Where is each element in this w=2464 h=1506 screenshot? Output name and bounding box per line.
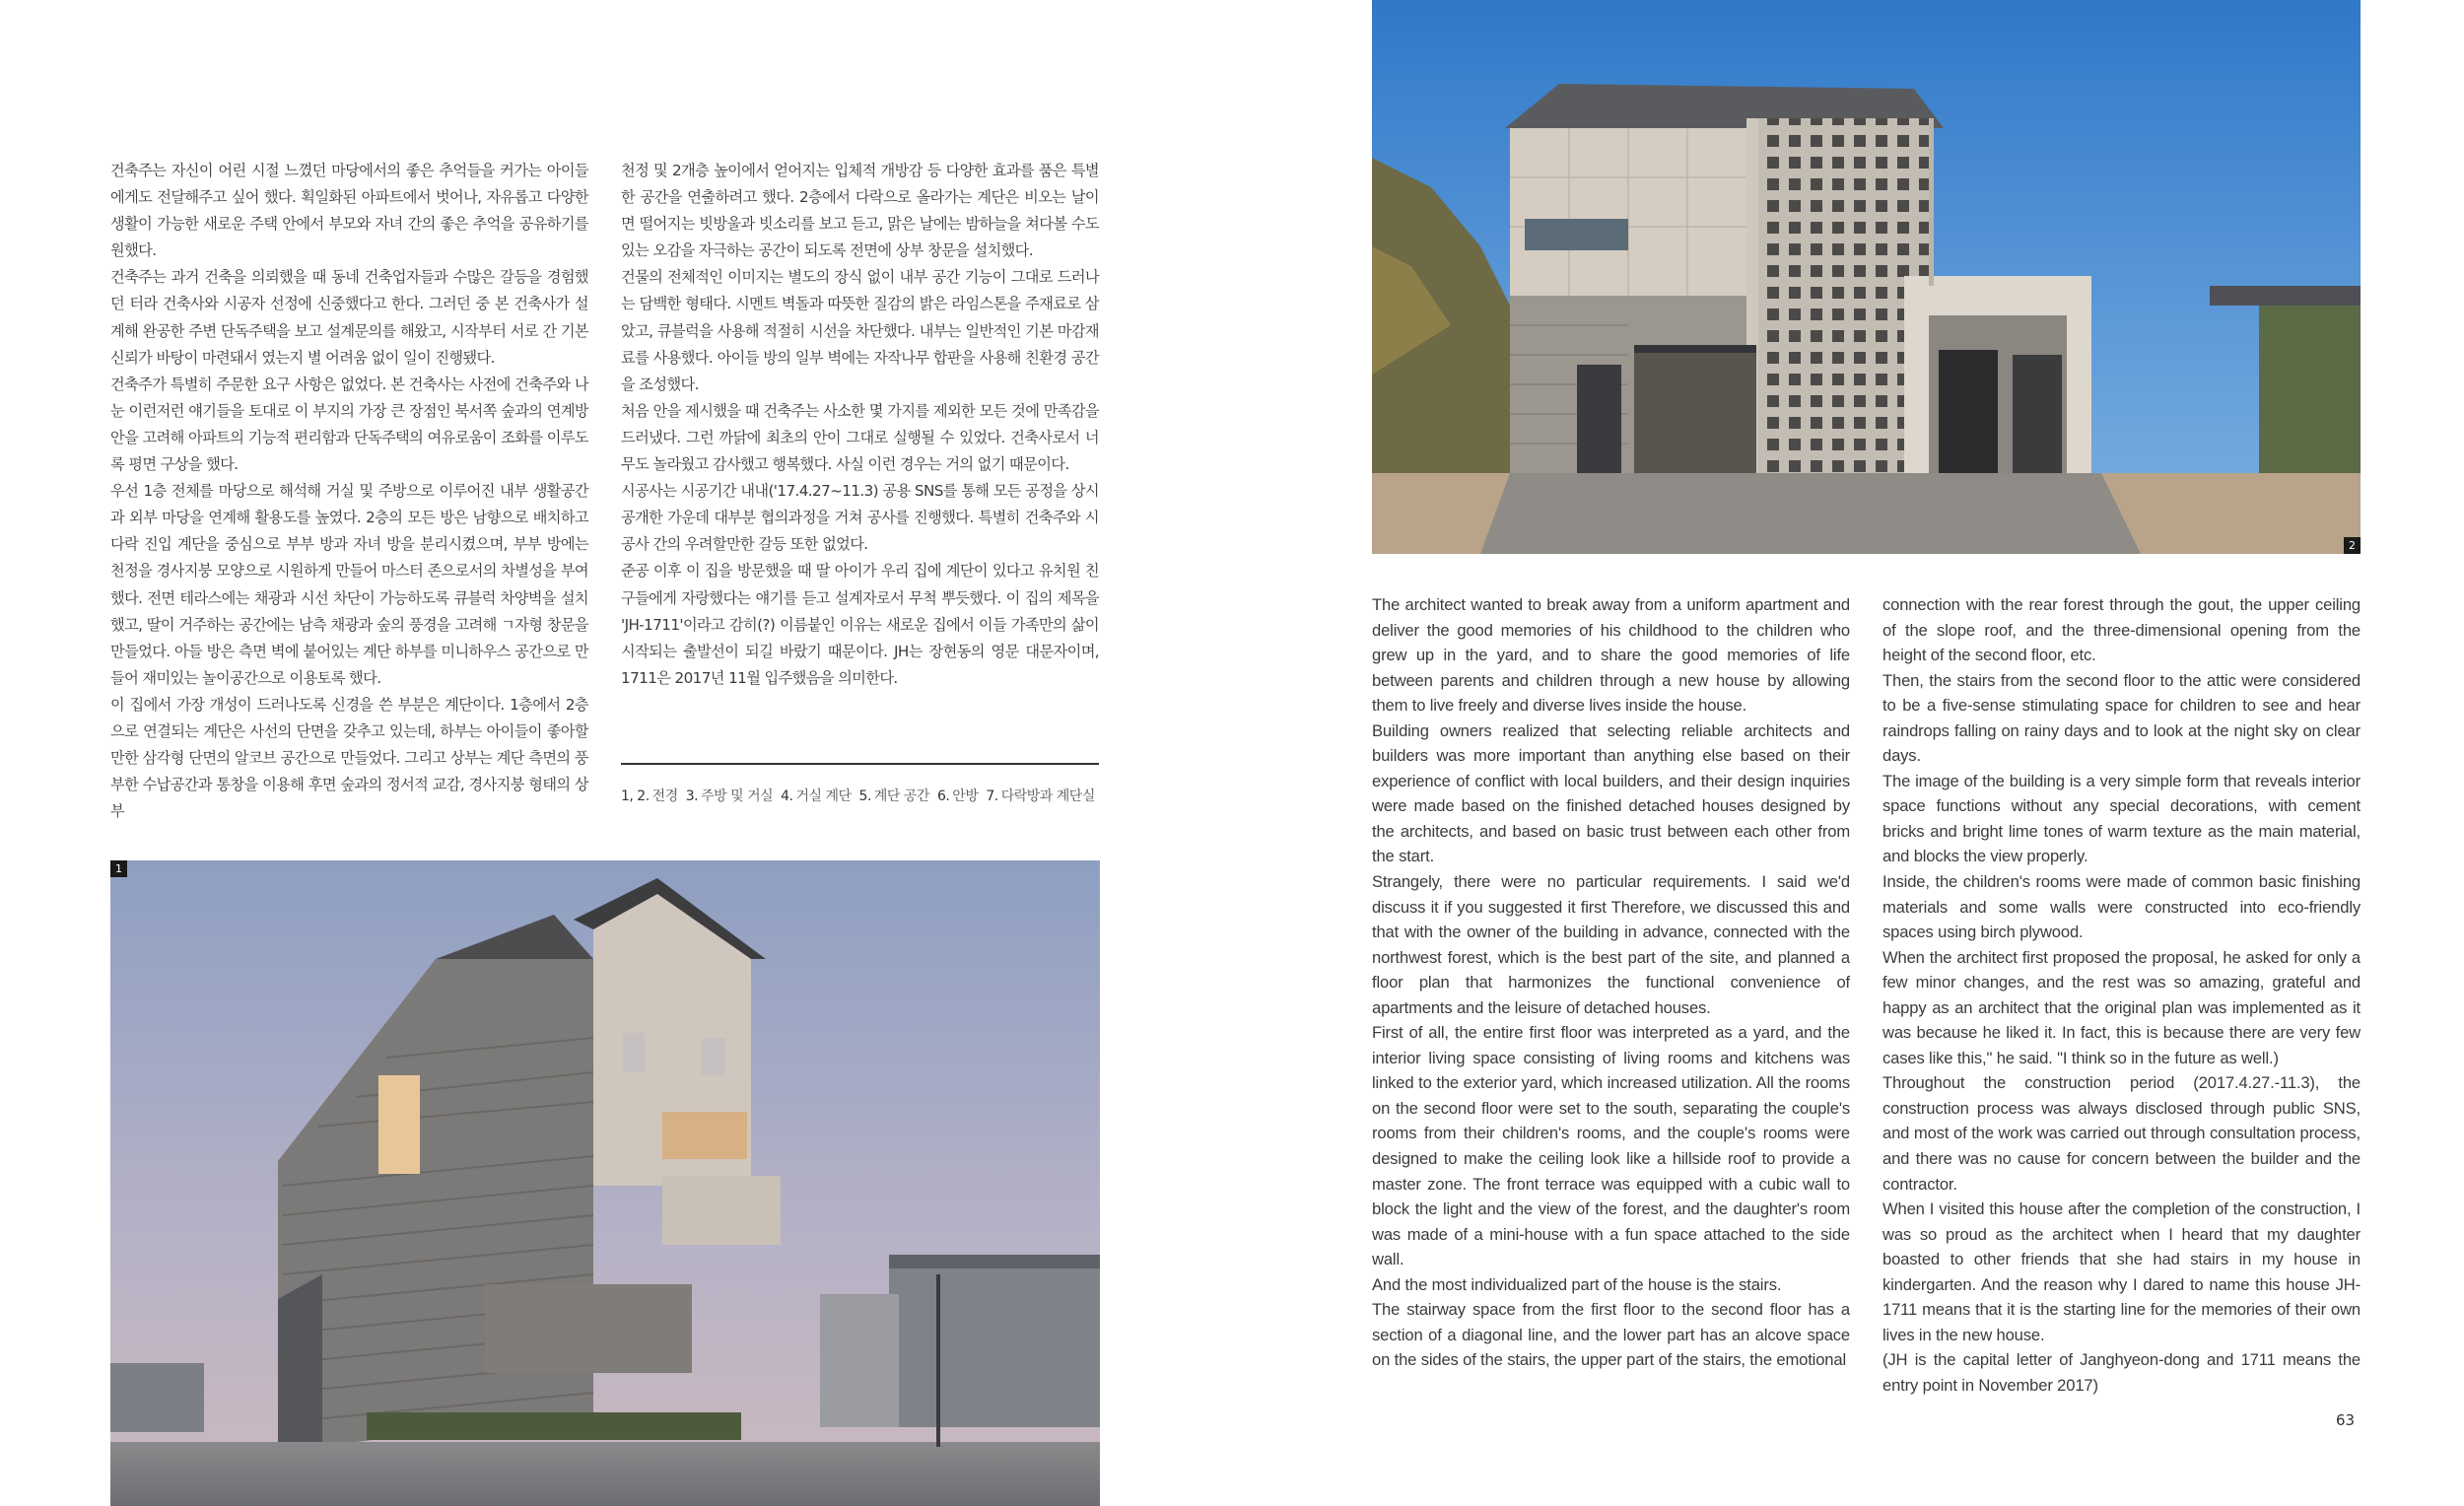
english-text-column-right <box>1882 592 2361 1399</box>
korean-text-column-left <box>110 158 588 825</box>
caption-item-label: 주방 및 거실 <box>701 788 774 804</box>
caption-item-number: 5. <box>858 788 871 804</box>
photo-exterior-dusk <box>110 860 1100 1506</box>
photo-caption-list <box>621 786 1099 805</box>
english-paragraph-right-4: Inside, the children's rooms were made of common basic finishing materials and some walls were constructed into eco-friendly spaces using birch plywood. <box>1882 872 2361 942</box>
english-text-column-left <box>1372 592 1850 1373</box>
korean-paragraph-right-3: 처음 안을 제시했을 때 건축주는 사소한 몇 가지를 제외한 모든 것에 만족감을 드러냈다. 그런 까닭에 최초의 안이 그대로 실행될 수 있었다. 건축사로서 너무도 놀라웠고 감사했고 행복했다. 사실 이런 경우는 거의 없기 때문이다. <box>621 401 1099 474</box>
caption-item <box>937 788 978 804</box>
caption-item-number: 6. <box>936 788 950 804</box>
caption-item-number: 1, 2. <box>621 788 650 804</box>
korean-paragraph-left-5: 이 집에서 가장 개성이 드러나도록 신경을 쓴 부분은 계단이다. 1층에서 2층으로 연결되는 계단은 사선의 단면을 갖추고 있는데, 하부는 아이들이 좋아할 만한 삼각형 단면의 알코브 공간으로 만들었다. 그리고 상부는 계단 측면의 풍부한 수납공간과 통창을 이용해 후면 숲과의 정서적 교감, 경사지붕 형태의 상부 <box>110 695 588 821</box>
caption-item-label: 안방 <box>952 788 979 804</box>
caption-item-label: 계단 공간 <box>873 788 929 804</box>
english-paragraph-left-4: First of all, the entire first floor was interpreted as a yard, and the interior living space consisting of living rooms and kitchens was linked to the exterior yard, which increased utilization. All the rooms on the second floor were set to the south, separating the couple's rooms from their children's rooms, and the couple's rooms were designed to make the ceiling look like a hillside roof to provide a master zone. The front terrace was equipped with a cubic wall to block the light and the view of the forest, and the daughter's room was made of a mini-house with a fun space attached to the side wall. <box>1372 1023 1850 1269</box>
caption-item-number: 3. <box>685 788 699 804</box>
korean-paragraph-right-2: 건물의 전체적인 이미지는 별도의 장식 없이 내부 공간 기능이 그대로 드러나는 담백한 형태다. 시멘트 벽돌과 따뜻한 질감의 밝은 라임스톤을 주재료로 삼았고, 큐블럭을 사용해 적절히 시선을 차단했다. 내부는 일반적인 기본 마감재료를 사용했다. 아이들 방의 일부 벽에는 자작나무 합판을 사용해 친환경 공간을 조성했다. <box>621 268 1099 393</box>
caption-item-label: 전경 <box>651 788 678 804</box>
caption-item <box>986 788 1094 804</box>
english-paragraph-left-2: Building owners realized that selecting reliable architects and builders was more important than anything else based on their experience of conflict with local builders, and their design inquiries were made based on the finished detached houses designed by the architects, and based on basic trust between each other from the start. <box>1372 720 1850 866</box>
caption-item-number: 4. <box>781 788 793 804</box>
caption-item <box>859 788 929 804</box>
english-paragraph-left-5: And the most individualized part of the house is the stairs. <box>1372 1274 1782 1294</box>
english-paragraph-left-3: Strangely, there were no particular requirements. I said we'd discuss it if you suggested it first Therefore, we discussed this and that with the owner of the building in advance, connected with the northwest forest, which is the best part of the site, and planned a floor plan that harmonizes the functional convenience of apartments and the leisure of detached houses. <box>1372 872 1850 1017</box>
korean-paragraph-left-4: 우선 1층 전체를 마당으로 해석해 거실 및 주방으로 이루어진 내부 생활공간과 외부 마당을 연계해 활용도를 높였다. 2층의 모든 방은 남향으로 배치하고 다락 진입 계단을 중심으로 부부 방과 자녀 방을 분리시켰으며, 부부 방에는 천정을 경사지붕 모양으로 시원하게 만들어 마스터 존으로서의 차별성을 부여했다. 전면 테라스에는 채광과 시선 차단이 가능하도록 큐블럭 차양벽을 설치했고, 딸이 거주하는 공간에는 남측 채광과 숲의 풍경을 고려해 ㄱ자형 창문을 만들었다. 아들 방은 측면 벽에 붙어있는 계단 하부를 미니하우스 공간으로 만들어 재미있는 놀이공간으로 이용토록 했다. <box>110 482 588 687</box>
korean-paragraph-left-2: 건축주는 과거 건축을 의뢰했을 때 동네 건축업자들과 수많은 갈등을 경험했던 터라 건축사와 시공자 선정에 신중했다고 한다. 그러던 중 본 건축사가 설계해 완공한 주변 단독주택을 보고 설계문의를 해왔고, 시작부터 서로 간 기본 신뢰가 바탕이 마련돼서 였는지 별 어려움 없이 일이 진행됐다. <box>110 268 588 367</box>
korean-paragraph-right-1: 천정 및 2개층 높이에서 얻어지는 입체적 개방감 등 다양한 효과를 품은 특별한 공간을 연출하려고 했다. 2층에서 다락으로 올라가는 계단은 비오는 날이면 떨어지는 빗방울과 빗소리를 보고 듣고, 맑은 날에는 밤하늘을 쳐다볼 수도 있는 오감을 자극하는 공간이 되도록 전면에 상부 창문을 설치했다. <box>621 162 1099 260</box>
caption-item <box>781 788 851 804</box>
photo-exterior-day <box>1372 0 2361 554</box>
photo-2-number: 2 <box>2344 537 2361 554</box>
korean-paragraph-left-3: 건축주가 특별히 주문한 요구 사항은 없었다. 본 건축사는 사전에 건축주와 나눈 이런저런 얘기들을 토대로 이 부지의 가장 큰 장점인 북서쪽 숲과의 연계방안을 고려해 아파트의 기능적 편리함과 단독주택의 여유로움이 조화를 이루도록 평면 구상을 했다. <box>110 375 588 474</box>
english-paragraph-right-6: Throughout the construction period (2017.4.27.-11.3), the construction process was always disclosed through public SNS, and most of the work was carried out through consultation process, and there was no cause for concern between the builder and the contractor. <box>1882 1073 2361 1194</box>
korean-paragraph-right-5: 준공 이후 이 집을 방문했을 때 딸 아이가 우리 집에 계단이 있다고 유치원 친구들에게 자랑했다는 얘기를 듣고 설계자로서 무척 뿌듯했다. 이 집의 제목을 'JH-1711'이라고 감히(?) 이름붙인 이유는 새로운 집에서 이들 가족만의 삶이 시작되는 출발선이 되길 바랐기 때문이다. JH는 장현동의 영문 대문자이며, 1711은 2017년 11월 입주했음을 의미한다. <box>621 562 1099 687</box>
photo-exterior-dusk-image <box>110 860 1100 1506</box>
english-paragraph-right-3: The image of the building is a very simple form that reveals interior space functions without any special decorations, with cement bricks and bright lime tones of warm texture as the main material, and blocks the view properly. <box>1882 771 2361 866</box>
photo-exterior-day-image <box>1372 0 2361 554</box>
english-paragraph-left-6: The stairway space from the first floor to the second floor has a section of a diagonal line, and the lower part has an alcove space on the sides of the stairs, the upper part of the stairs, the emotional <box>1372 1300 1850 1370</box>
page-number: 63 <box>2336 1411 2356 1429</box>
english-paragraph-right-5: When the architect first proposed the proposal, he asked for only a few minor changes, and the rest was so amazing, grateful and happy as an architect that the original plan was implemented as it was because he liked it. In fact, this is because there are very few cases like this," he said. "I think so in the future as well.) <box>1882 947 2361 1067</box>
korean-paragraph-right-4: 시공사는 시공기간 내내('17.4.27~11.3) 공용 SNS를 통해 모든 공정을 상시 공개한 가운데 대부분 협의과정을 거쳐 공사를 진행했다. 특별히 건축주와 시공사 간의 우려할만한 갈등 또한 없었다. <box>621 482 1099 554</box>
photo-1-number: 1 <box>110 860 127 877</box>
korean-text-column-right <box>621 158 1099 692</box>
caption-item-number: 7. <box>986 788 998 804</box>
english-paragraph-right-2: Then, the stairs from the second floor to the attic were considered to be a five-sense stimulating space for children to see and hear raindrops falling on rainy days and to look at the night sky on clear days. <box>1882 670 2361 766</box>
caption-item-label: 다락방과 계단실 <box>1000 788 1095 804</box>
caption-item-label: 거실 계단 <box>795 788 852 804</box>
english-paragraph-right-1: connection with the rear forest through the gout, the upper ceiling of the slope roof, and the three-dimensional opening from the height of the second floor, etc. <box>1882 595 2361 665</box>
caption-item <box>686 788 773 804</box>
caption-rule <box>621 763 1099 765</box>
english-paragraph-left-1: The architect wanted to break away from a uniform apartment and deliver the good memories of his childhood to the children who grew up in the yard, and to share the good memories of life between parents and children through a new house by allowing them to live freely and diverse lives inside the house. <box>1372 595 1850 716</box>
english-paragraph-right-7: When I visited this house after the completion of the construction, I was so proud as the architect when I heard that my daughter boasted to other friends that she had stairs in my house in kindergarten. And the reason why I dared to name this house JH-1711 means that it is the starting line for the memories of their own lives in the new house. <box>1882 1199 2361 1344</box>
caption-item <box>621 788 678 804</box>
english-paragraph-right-8: (JH is the capital letter of Janghyeon-dong and 1711 means the entry point in November 2017) <box>1882 1350 2361 1395</box>
korean-paragraph-left-1: 건축주는 자신이 어린 시절 느꼈던 마당에서의 좋은 추억들을 커가는 아이들에게도 전달해주고 싶어 했다. 획일화된 아파트에서 벗어나, 자유롭고 다양한 생활이 가능한 새로운 주택 안에서 부모와 자녀 간의 좋은 추억을 공유하기를 원했다. <box>110 162 588 260</box>
